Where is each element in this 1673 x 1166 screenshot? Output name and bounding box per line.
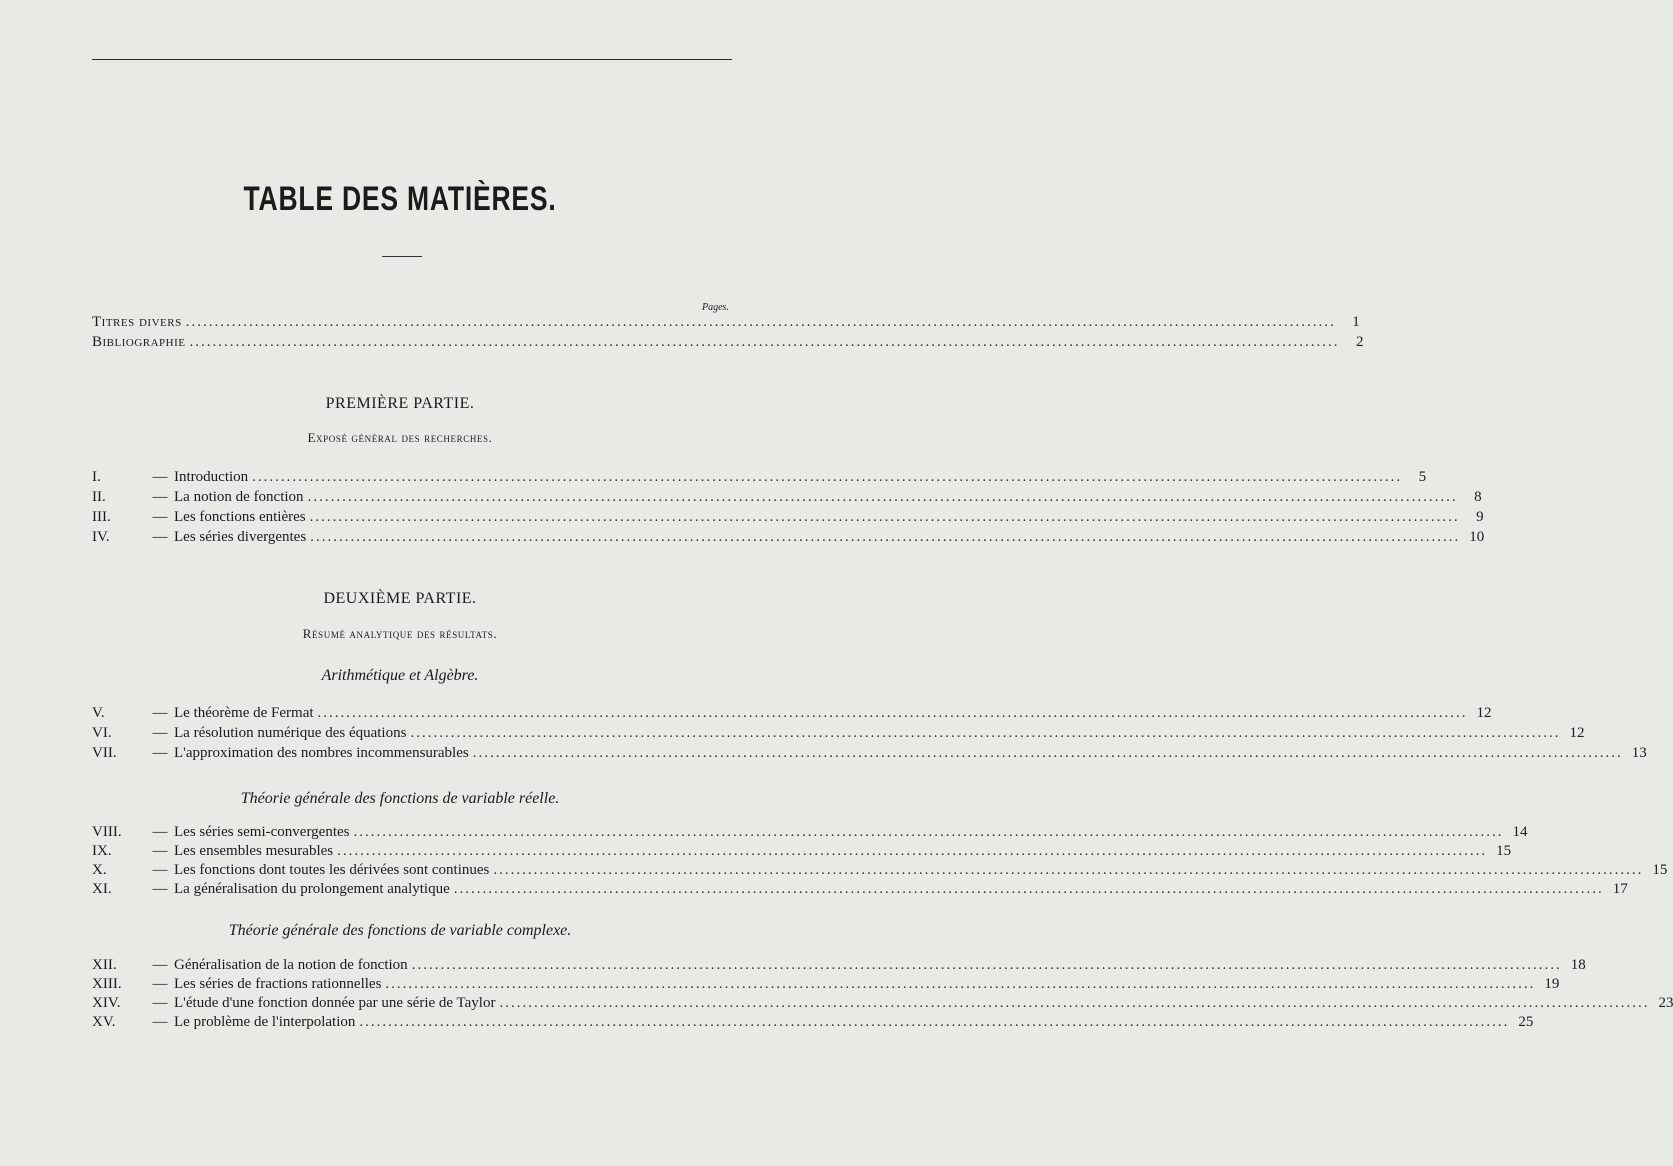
entry-page: 25 <box>1518 1014 1534 1030</box>
dot-leader: ........................................................................................................................................................................................................ <box>185 314 1336 330</box>
entry-page: 5 <box>1418 469 1427 485</box>
entry-page: 12 <box>1569 725 1585 741</box>
entry-page: 19 <box>1544 976 1560 992</box>
entry-number: V. <box>92 705 105 721</box>
entry-dash: — <box>152 995 168 1011</box>
dot-leader: ........................................................................................................................................................................................................ <box>317 705 1468 721</box>
entry-page: 12 <box>1476 705 1492 721</box>
dot-leader: ........................................................................................................................................................................................................ <box>453 881 1604 897</box>
dot-leader: ........................................................................................................................................................................................................ <box>252 469 1403 485</box>
dot-leader: ........................................................................................................................................................................................................ <box>310 529 1461 545</box>
entry-page: 15 <box>1496 843 1512 859</box>
entry-dash: — <box>152 529 168 545</box>
entry-number: VII. <box>92 745 117 761</box>
toc-entry <box>92 529 1485 549</box>
entry-number: III. <box>92 509 111 525</box>
entry-label: Les séries semi-convergentes <box>174 824 350 840</box>
section-heading: Théorie générale des fonctions de variable complexe. <box>228 922 572 939</box>
dot-leader: ........................................................................................................................................................................................................ <box>359 1014 1510 1030</box>
entry-label: Les fonctions dont toutes les dérivées sont continues <box>174 862 490 878</box>
entry-dash: — <box>152 976 168 992</box>
section-heading: Théorie générale des fonctions de variable réelle. <box>240 790 560 807</box>
entry-number: XIII. <box>92 976 122 992</box>
part-heading: DEUXIÈME PARTIE. <box>323 590 477 607</box>
dot-leader: ........................................................................................................................................................................................................ <box>410 725 1561 741</box>
entry-label: Les séries divergentes <box>174 529 307 545</box>
part-heading: PREMIÈRE PARTIE. <box>325 395 475 412</box>
entry-number: IV. <box>92 529 110 545</box>
dot-leader: ........................................................................................................................................................................................................ <box>499 995 1650 1011</box>
toc-entry <box>92 334 1364 354</box>
entry-dash: — <box>152 469 168 485</box>
toc-entry <box>92 843 1512 863</box>
entry-label: Introduction <box>174 469 249 485</box>
entry-label: Les fonctions entières <box>174 509 306 525</box>
entry-dash: — <box>152 705 168 721</box>
entry-page: 8 <box>1474 489 1482 505</box>
entry-dash: — <box>152 957 168 973</box>
toc-entry <box>92 489 1482 509</box>
entry-number: VI. <box>92 725 112 741</box>
toc-entry <box>92 824 1528 844</box>
toc-entry <box>92 1014 1534 1034</box>
entry-number: X. <box>92 862 107 878</box>
entry-dash: — <box>152 862 168 878</box>
entry-page: 17 <box>1612 881 1628 897</box>
dot-leader: ........................................................................................................................................................................................................ <box>337 843 1488 859</box>
section-heading: Arithmétique et Algèbre. <box>321 667 479 684</box>
toc-entry <box>92 995 1673 1015</box>
toc-entry <box>92 314 1360 334</box>
toc-entry <box>92 509 1484 529</box>
toc-entry <box>92 862 1668 882</box>
entry-label: L'approximation des nombres incommensurables <box>174 745 469 761</box>
dot-leader: ........................................................................................................................................................................................................ <box>493 862 1644 878</box>
entry-dash: — <box>152 725 168 741</box>
dot-leader: ........................................................................................................................................................................................................ <box>189 334 1340 350</box>
entry-label: Les ensembles mesurables <box>174 843 334 859</box>
entry-dash: — <box>152 509 168 525</box>
entry-dash: — <box>152 489 168 505</box>
entry-page: 10 <box>1469 529 1485 545</box>
entry-number: XV. <box>92 1014 116 1030</box>
entry-label: La notion de fonction <box>174 489 304 505</box>
entry-dash: — <box>152 824 168 840</box>
dot-leader: ........................................................................................................................................................................................................ <box>307 489 1458 505</box>
entry-dash: — <box>152 1014 168 1030</box>
entry-page: 2 <box>1356 334 1364 350</box>
entry-page: 14 <box>1512 824 1528 840</box>
dot-leader: ........................................................................................................................................................................................................ <box>472 745 1623 761</box>
entry-dash: — <box>152 843 168 859</box>
entry-number: XII. <box>92 957 117 973</box>
entry-dash: — <box>152 881 168 897</box>
entry-label: La généralisation du prolongement analytique <box>174 881 450 897</box>
dot-leader: ........................................................................................................................................................................................................ <box>353 824 1504 840</box>
toc-entry <box>92 957 1586 977</box>
top-rule <box>92 59 732 60</box>
part-subheading: Exposé général des recherches. <box>307 430 493 445</box>
entry-number: VIII. <box>92 824 122 840</box>
dot-leader: ........................................................................................................................................................................................................ <box>385 976 1536 992</box>
entry-page: 15 <box>1652 862 1668 878</box>
toc-entry <box>92 469 1427 489</box>
toc-entry <box>92 881 1628 901</box>
toc-entry <box>92 725 1585 745</box>
toc-entry <box>92 745 1647 765</box>
toc-entry <box>92 705 1492 725</box>
entry-page: 1 <box>1352 314 1360 330</box>
entry-label: La résolution numérique des équations <box>174 725 407 741</box>
entry-label: Généralisation de la notion de fonction <box>174 957 408 973</box>
dot-leader: ........................................................................................................................................................................................................ <box>309 509 1460 525</box>
entry-page: 23 <box>1658 995 1673 1011</box>
entry-number: XIV. <box>92 995 121 1011</box>
entry-label: L'étude d'une fonction donnée par une série de Taylor <box>174 995 496 1011</box>
entry-label: Le problème de l'interpolation <box>174 1014 356 1030</box>
part-subheading: Résumé analytique des résultats. <box>302 626 498 641</box>
entry-number: IX. <box>92 843 112 859</box>
entry-label: Les séries de fractions rationnelles <box>174 976 382 992</box>
entry-label: Le théorème de Fermat <box>174 705 314 721</box>
page-title: TABLE DES MATIÈRES. <box>243 180 557 218</box>
entry-label: Bibliographie <box>92 334 186 350</box>
entry-number: XI. <box>92 881 112 897</box>
title-rule <box>382 256 422 257</box>
entry-page: 13 <box>1631 745 1647 761</box>
entry-page: 18 <box>1570 957 1586 973</box>
entry-dash: — <box>152 745 168 761</box>
entry-label: Titres divers <box>92 314 182 330</box>
dot-leader: ........................................................................................................................................................................................................ <box>411 957 1562 973</box>
toc-entry <box>92 976 1560 996</box>
entry-number: I. <box>92 469 101 485</box>
entry-page: 9 <box>1476 509 1484 525</box>
pages-column-header: Pages. <box>702 302 729 313</box>
entry-number: II. <box>92 489 106 505</box>
